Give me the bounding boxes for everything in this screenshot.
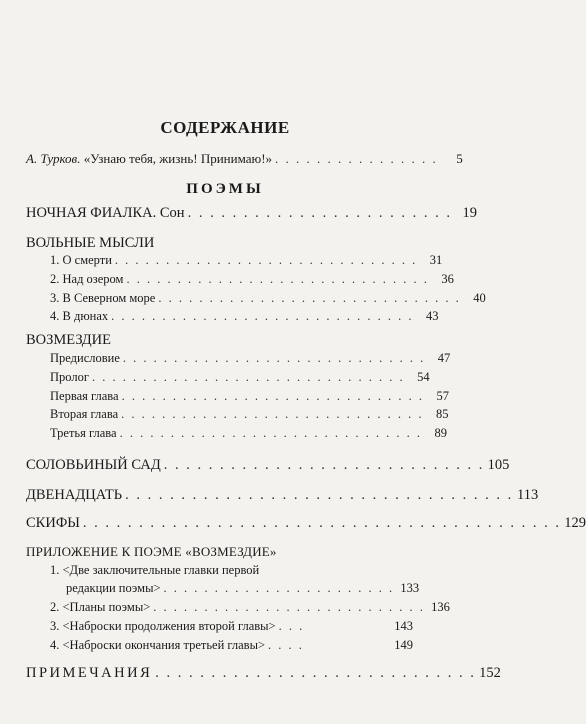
entry-label: 2. <Планы поэмы>: [50, 600, 151, 614]
entry-page: 129: [564, 515, 586, 531]
toc-entry-appendix-4: [50, 638, 413, 653]
toc-entry-scythians: [26, 515, 586, 532]
entry-page: 149: [394, 638, 413, 652]
entry-label: СКИФЫ: [26, 515, 80, 531]
entry-label: 4. В дюнах: [50, 309, 109, 323]
entry-page: 105: [487, 457, 510, 473]
leader-dots: . . . .: [268, 638, 304, 652]
entry-label: Вторая глава: [50, 407, 119, 421]
entry-page: 85: [436, 407, 449, 421]
contents-title: СОДЕРЖАНИЕ: [160, 118, 290, 137]
toc-entry-free-3: [50, 291, 486, 306]
entry-page: 54: [417, 370, 430, 384]
leader-dots: . . . . . . . . . . . . . . . . . . . . . . . . . . . . . .: [114, 253, 418, 267]
appendix-item-1-line-1: 1. <Две заключительные главки первой: [50, 563, 260, 577]
entry-label: Пролог: [50, 370, 89, 384]
toc-entry-notes: [26, 665, 501, 682]
leader-dots: . . . . . . . . . . . . . . . . . . . . . . . . . . . . . .: [119, 426, 422, 440]
appendix-title: ПРИЛОЖЕНИЕ К ПОЭМЕ «ВОЗМЕЗДИЕ»: [26, 544, 277, 559]
entry-page: 36: [441, 272, 454, 286]
leader-dots: . . . . . . . . . . . . . . . . . . . . . . . . . . . . .: [163, 457, 485, 473]
free-thoughts-title: ВОЛЬНЫЕ МЫСЛИ: [26, 235, 155, 251]
entry-label: ПРИМЕЧАНИЯ: [26, 665, 153, 681]
toc-entry-night-violet: [26, 205, 477, 222]
leader-dots: . . . . . . . . . . . . . . . . . . . . . . . . . . .: [153, 600, 425, 614]
leader-dots: . . . . . . . . . . . . . . . . . . . . . . .: [163, 581, 395, 595]
toc-entry-retribution-2: [50, 370, 430, 385]
leader-dots: . . . . . . . . . . . . . . . .: [275, 151, 438, 166]
leader-dots: . . . . . . . . . . . . . . . . . . . . . . . . . . . . . . .: [91, 370, 405, 384]
toc-entry-free-1: [50, 253, 443, 268]
intro-author: А. Турков.: [26, 151, 81, 166]
entry-page: 133: [400, 581, 420, 595]
leader-dots: . . . . . . . . . . . . . . . . . . . . . . . . . . . . . . . . . . .: [125, 487, 514, 503]
leader-dots: . . . . . . . . . . . . . . . . . . . . . . . . . . . . . .: [121, 407, 424, 421]
entry-label: 3. <Наброски продолжения второй главы>: [50, 619, 276, 633]
toc-entry-nightingale: [26, 457, 510, 474]
toc-entry-retribution-1: [50, 351, 451, 366]
entry-page: 136: [431, 600, 450, 614]
entry-label: СОЛОВЬИНЫЙ САД: [26, 457, 161, 473]
section-title: ПОЭМЫ: [186, 181, 264, 197]
entry-label: Первая глава: [50, 389, 119, 403]
toc-entry-free-2: [50, 272, 454, 287]
leader-dots: . . . . . . . . . . . . . . . . . . . . . . . . . . . . .: [155, 665, 476, 681]
entry-label: редакции поэмы>: [66, 581, 161, 595]
entry-label: 3. В Северном море: [50, 291, 156, 305]
leader-dots: . . . . . . . . . . . . . . . . . . . . . . . . . . . . . .: [122, 351, 426, 365]
leader-dots: . . . . . . . . . . . . . . . . . . . . . . . . . . . . . .: [111, 309, 414, 323]
leader-dots: . . . . . . . . . . . . . . . . . . . . . . . . . . . . . .: [121, 389, 424, 403]
leader-dots: . . . . . . . . . . . . . . . . . . . . . . . . . . . . . .: [126, 272, 429, 286]
entry-page: 47: [437, 351, 451, 365]
intro-title: «Узнаю тебя, жизнь! Принимаю!»: [83, 151, 273, 166]
entry-page: 89: [434, 426, 447, 440]
entry-label: ДВЕНАДЦАТЬ: [26, 487, 123, 503]
entry-page: 57: [436, 389, 449, 403]
entry-page: 40: [473, 291, 486, 305]
entry-page: 31: [429, 253, 443, 267]
entry-label: 4. <Наброски окончания третьей главы>: [50, 638, 266, 652]
toc-entry-free-4: [50, 309, 439, 324]
entry-page: 113: [517, 487, 539, 503]
leader-dots: . . . . . . . . . . . . . . . . . . . . . . . .: [187, 205, 452, 221]
entry-page: 143: [394, 619, 413, 633]
entry-page: 43: [426, 309, 439, 323]
toc-entry-retribution-4: [50, 407, 449, 422]
entry-label: 2. Над озером: [50, 272, 124, 286]
entry-label: 1. О смерти: [50, 253, 112, 267]
entry-label: Третья глава: [50, 426, 117, 440]
intro-page: 5: [456, 151, 463, 166]
toc-entry-twelve: [26, 487, 539, 504]
toc-entry-appendix-1: [66, 581, 420, 596]
entry-page: 19: [462, 205, 477, 221]
toc-entry-retribution-3: [50, 389, 449, 404]
toc-entry-appendix-2: [50, 600, 450, 615]
entry-label: НОЧНАЯ ФИАЛКА. Сон: [26, 205, 185, 221]
leader-dots: . . . . . . . . . . . . . . . . . . . . . . . . . . . . . .: [158, 291, 461, 305]
entry-label: Предисловие: [50, 351, 120, 365]
leader-dots: . . . . . . . . . . . . . . . . . . . . . . . . . . . . . . . . . . . . . . . . . . .: [82, 515, 562, 531]
retribution-title: ВОЗМЕЗДИЕ: [26, 332, 111, 348]
toc-entry-retribution-5: [50, 426, 447, 441]
toc-entry-appendix-3: [50, 619, 413, 634]
leader-dots: . . .: [278, 619, 305, 633]
intro-entry: [26, 151, 463, 167]
entry-page: 152: [479, 665, 501, 681]
